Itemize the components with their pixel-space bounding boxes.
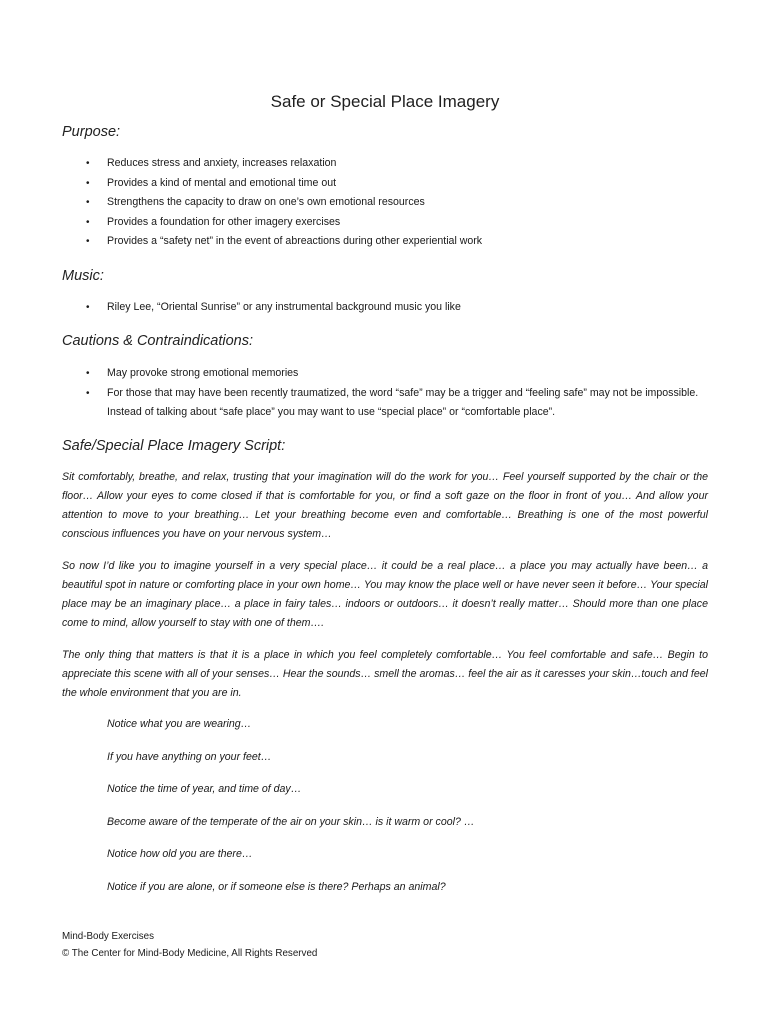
script-heading: Safe/Special Place Imagery Script: bbox=[62, 438, 286, 454]
script-paragraph-1: Sit comfortably, breathe, and relax, trusting that your imagination will do the work for you… Feel yourself supported by the chair or the floor… Allow your eyes to come closed if that is comfortable for you, or find a soft gaze on the floor in front of you… And allow your attention to move to your breathing… Let your breathing become even and comfortable… Breathing is one of the most powerful conscious influences you have on your nervous system… bbox=[62, 471, 708, 540]
list-item: • May provoke strong emotional memories bbox=[62, 364, 708, 384]
page-footer bbox=[62, 928, 317, 962]
list-item: • Riley Lee, “Oriental Sunrise” or any instrumental background music you like bbox=[62, 298, 708, 318]
script-prompt: Notice if you are alone, or if someone else is there? Perhaps an animal? bbox=[107, 881, 446, 893]
list-item: • Strengthens the capacity to draw on one’s own emotional resources bbox=[62, 193, 708, 213]
list-item: • Provides a “safety net” in the event of abreactions during other experiential work bbox=[62, 232, 708, 252]
script-paragraph-2: So now I’d like you to imagine yourself in a very special place… it could be a real place… a place you may actually have been… a beautiful spot in nature or comforting place in your own home… You may know the place well or have never seen it before… Your special place may be an imaginary place… a place in fairy tales… indoors or outdoors… it doesn’t really matter… Should more than one place come to mind, allow yourself to stay with one of them…. bbox=[62, 560, 708, 629]
cautions-list bbox=[62, 364, 708, 423]
script-prompt: Become aware of the temperate of the air on your skin… is it warm or cool? … bbox=[107, 816, 475, 828]
purpose-heading: Purpose: bbox=[62, 124, 121, 140]
list-item: • For those that may have been recently traumatized, the word “safe” may be a trigger and “feeling safe” may not be impossible. Instead of talking about “safe place” you may want to use “special place” or “comfortable place”. bbox=[62, 384, 708, 423]
page-title: Safe or Special Place Imagery bbox=[270, 92, 500, 111]
cautions-heading: Cautions & Contraindications: bbox=[62, 333, 254, 349]
purpose-list bbox=[62, 154, 708, 252]
script-prompt: If you have anything on your feet… bbox=[107, 751, 272, 763]
script-prompt: Notice how old you are there… bbox=[107, 848, 253, 860]
script-prompt: Notice the time of year, and time of day… bbox=[107, 783, 302, 795]
list-item: • Provides a kind of mental and emotional time out bbox=[62, 174, 708, 194]
script-paragraph-3: The only thing that matters is that it is a place in which you feel completely comfortable… You feel comfortable and safe… Begin to appreciate this scene with all of your senses… Hear the sounds… smell the aromas… feel the air as it caresses your skin…touch and feel the whole environment that you are in. bbox=[62, 649, 708, 699]
footer-copyright: © The Center for Mind-Body Medicine, All Rights Reserved bbox=[62, 948, 318, 959]
music-heading: Music: bbox=[62, 268, 104, 284]
music-list bbox=[62, 298, 708, 318]
script-prompt: Notice what you are wearing… bbox=[107, 718, 252, 730]
list-item: • Provides a foundation for other imagery exercises bbox=[62, 213, 708, 233]
list-item: • Reduces stress and anxiety, increases relaxation bbox=[62, 154, 708, 174]
footer-line: Mind-Body Exercises bbox=[62, 931, 155, 942]
